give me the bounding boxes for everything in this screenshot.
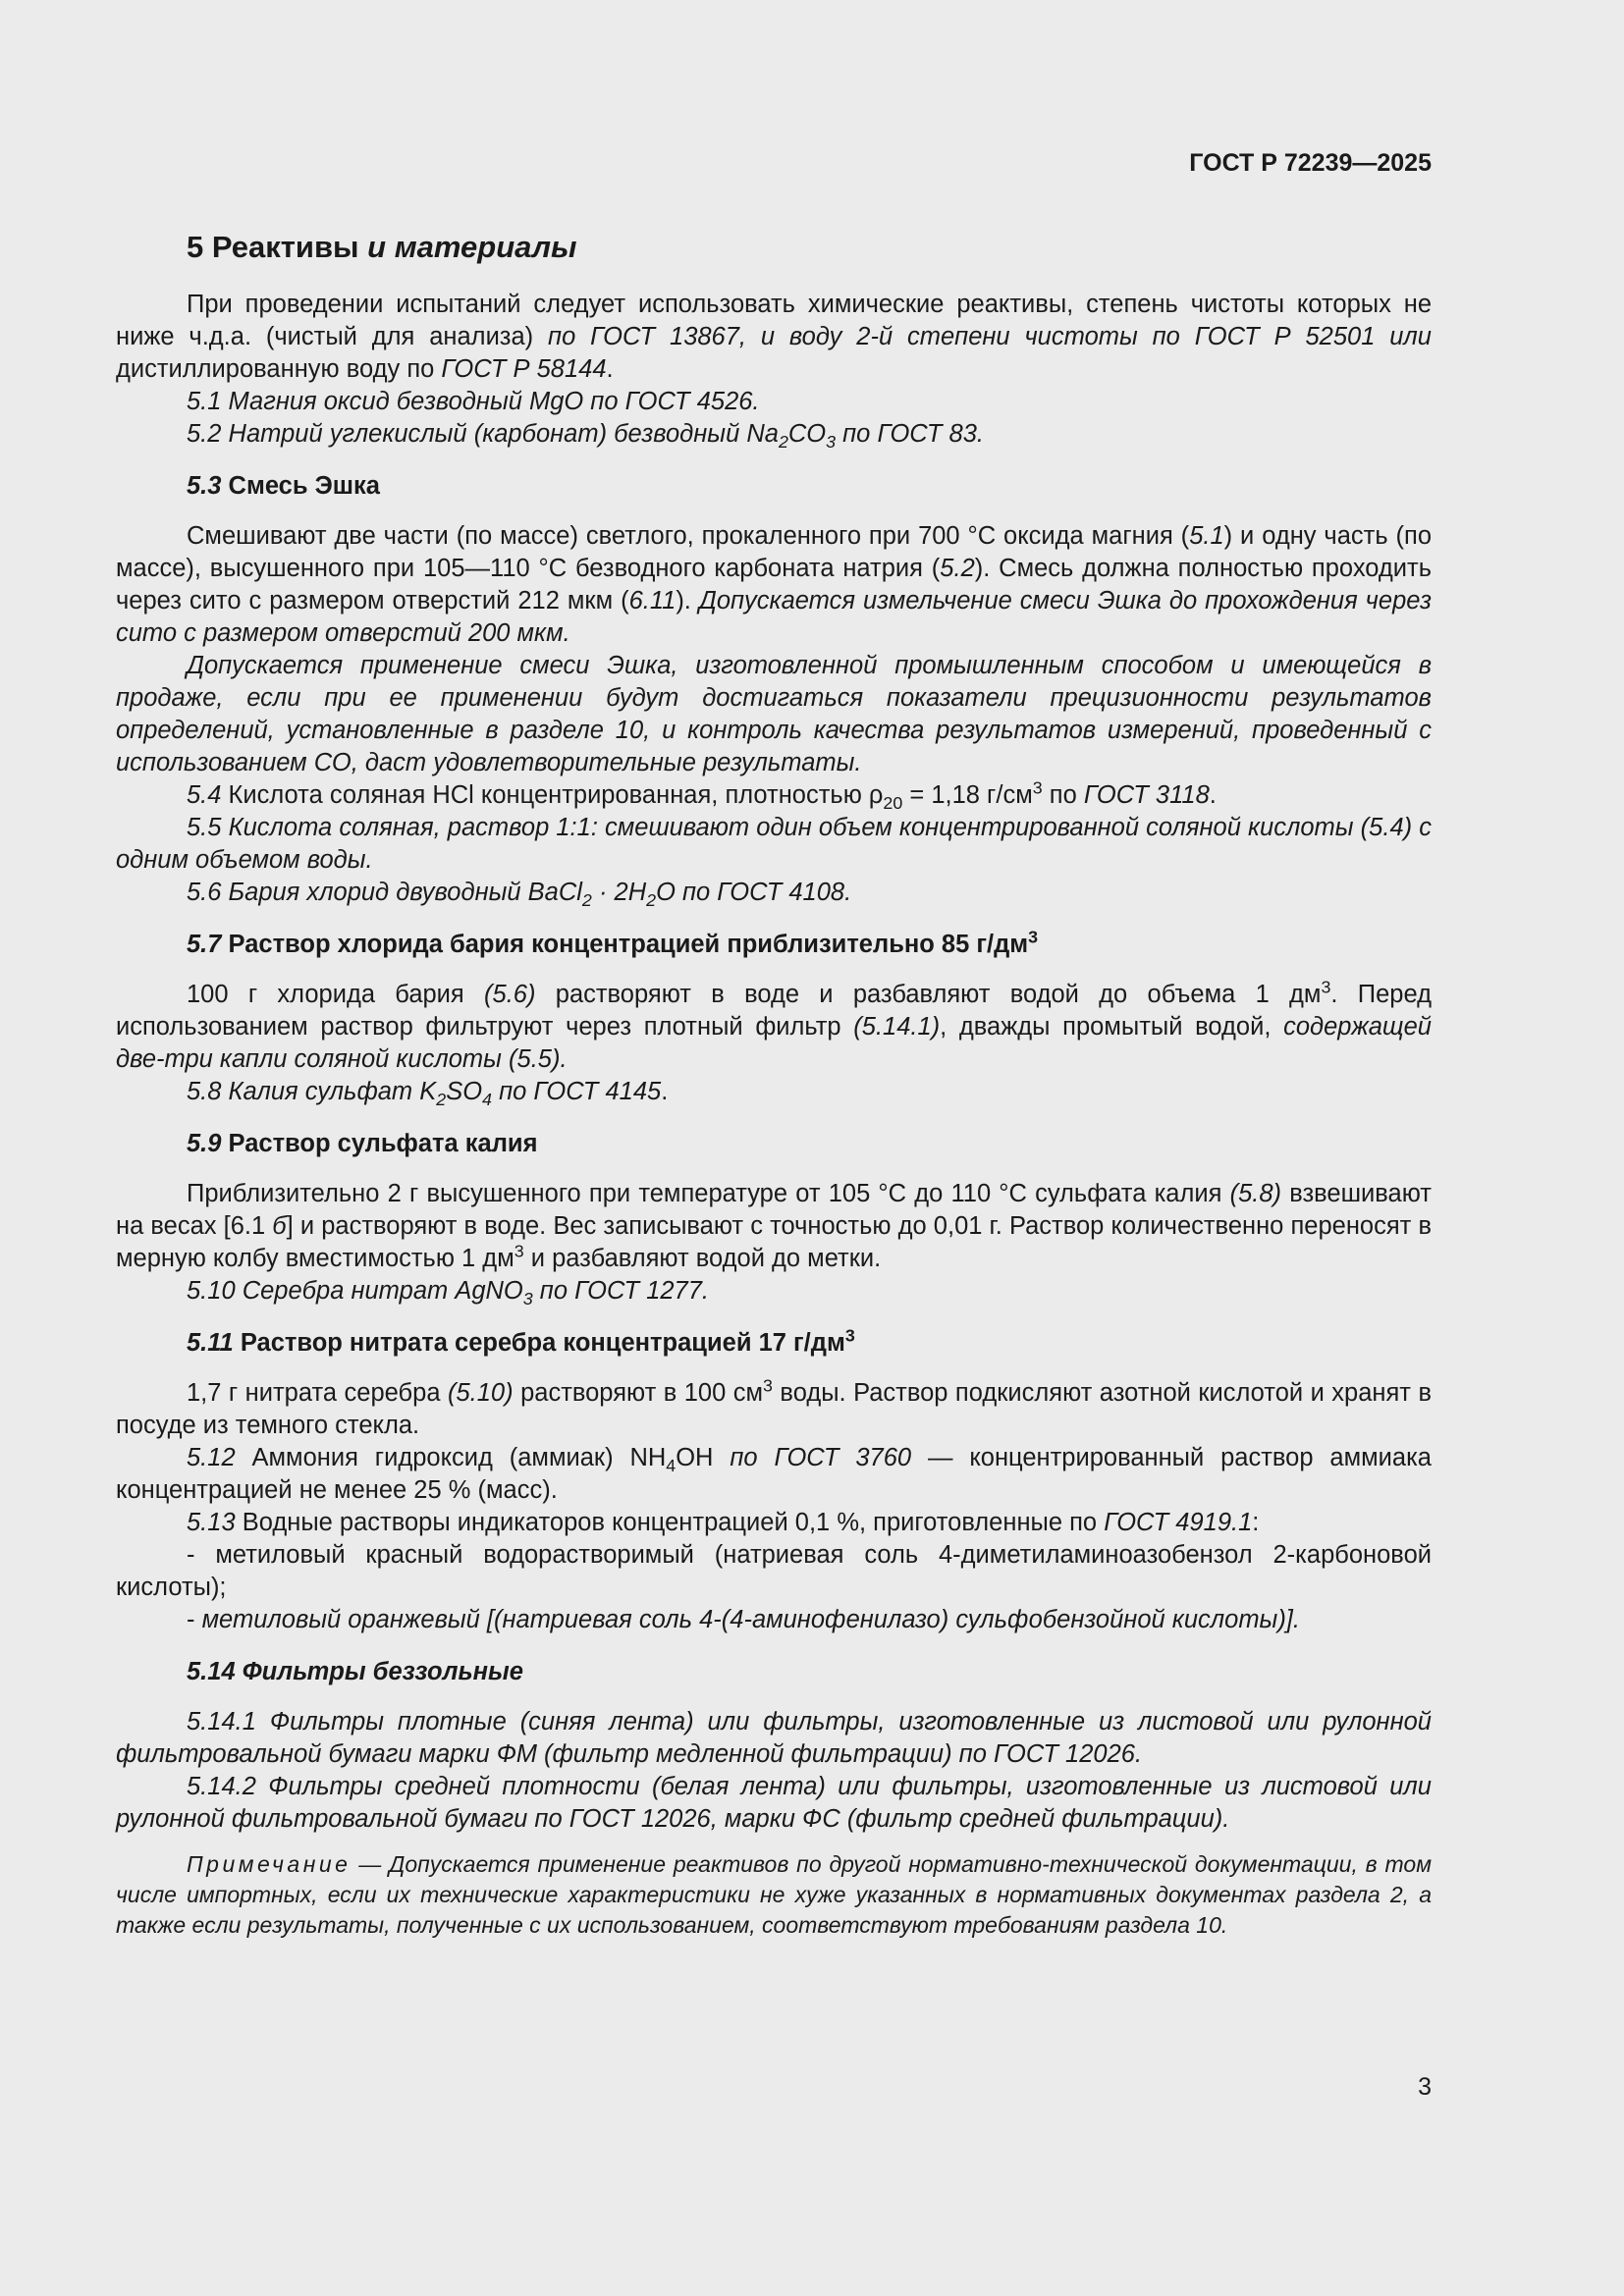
note-label: Примечание (187, 1851, 352, 1877)
heading-5-9: 5.9 Раствор сульфата калия (187, 1130, 538, 1157)
heading-5-3: 5.3 Смесь Эшка (187, 472, 380, 500)
list-item-methyl-red: - метиловый красный водорастворимый (натриевая соль 4-диметиламиноазобензол 2-карбоновой кислоты); (116, 1541, 1432, 1601)
item-5-4: 5.4 Кислота соляная HCl концентрированная, плотностью $\rho_{20} = 1,18$ $г/см^3$ по ГОСТ 3118. (187, 777, 1217, 814)
paragraph-5-3: Смешивают две части (по массе) светлого, прокаленного при 700 °С оксида магния (5.1) и одну часть (по массе), высушенного при 105—110 °С безводного карбоната натрия (5.2). Смесь должна полностью проходить через сито с размером отверстий 212 мкм (6.11). Допускается измельчение смеси Эшка до прохождения через сито с размером отверстий 200 мкм. (116, 522, 1433, 647)
item-5-6: 5.6 Бария хлорид двуводный BaCl$_2$ · $2H_2O$ по ГОСТ 4108. (187, 879, 852, 911)
item-5-8: 5.8 Калия сульфат $K_2SO_4$ по ГОСТ 4145. (187, 1078, 669, 1110)
page-number: 3 (1418, 2073, 1432, 2101)
paragraph-5-7: 100 г хлорида бария (5.6) растворяют в воде и разбавляют водой до объема 1 $дм^3$. Перед использованием раствор фильтруют через плотный фильтр (5.14.1), дважды промытый водой, содержащей две-три капли соляной кислоты (5.5). (116, 977, 1432, 1073)
item-5-10: 5.10 Серебра нитрат AgNO$_3$ по ГОСТ 1277. (187, 1277, 710, 1309)
item-5-14-2: 5.14.2 Фильтры средней плотности (белая лента) или фильтры, изготовленные из листовой или рулонной фильтровальной бумаги по ГОСТ 12026, марки ФС (фильтр средней фильтрации). (116, 1773, 1432, 1833)
intro-paragraph: При проведении испытаний следует использовать химические реактивы, степень чистоты которых не ниже ч.д.а. (чистый для анализа) по ГОСТ 13867, и воду 2-й степени чистоты по ГОСТ Р 52501 или дистиллированную воду по ГОСТ Р 58144. (116, 291, 1432, 383)
item-5-2: 5.2 Натрий углекислый (карбонат) безводный $Na_2CO_3$ по ГОСТ 83. (187, 420, 984, 453)
item-5-1: 5.1 Магния оксид безводный MgO по ГОСТ 4526. (187, 388, 760, 415)
item-5-5: 5.5 Кислота соляная, раствор 1:1: смешивают один объем концентрированной соляной кислоты (5.4) с одним объемом воды. (116, 814, 1432, 874)
document-body (116, 147, 1432, 1941)
item-5-14-1: 5.14.1 Фильтры плотные (синяя лента) или фильтры, изготовленные из листовой или рулонной фильтровальной бумаги марки ФМ (фильтр медленной фильтрации) по ГОСТ 12026. (116, 1708, 1432, 1768)
section-title: 5 Реактивы и материалы (187, 230, 577, 264)
document-code: ГОСТ Р 72239—2025 (1189, 149, 1432, 177)
list-item-methyl-orange: - метиловый оранжевый [(натриевая соль 4-(4-аминофенилазо) сульфобензойной кислоты)]. (187, 1606, 1300, 1633)
item-5-12: 5.12 Аммония гидроксид (аммиак) $NH_4OH$ по ГОСТ 3760 — концентрированный раствор аммиака концентрацией не менее 25 % (масс). (116, 1444, 1432, 1504)
item-5-13: 5.13 Водные растворы индикаторов концентрацией 0,1 %, приготовленные по ГОСТ 4919.1: (187, 1509, 1260, 1536)
paragraph-5-11: 1,7 г нитрата серебра (5.10) растворяют в 100 $см^3$ воды. Раствор подкисляют азотной кислотой и хранят в посуде из темного стекла. (116, 1375, 1432, 1439)
note: Примечание — Допускается применение реактивов по другой нормативно-технической документации, в том числе импортных, если их технические характеристики не хуже указанных в нормативных документах раздела 2, а также если результаты, полученные с их использованием, соответствуют требованиям раздела 10. (116, 1851, 1432, 1938)
heading-5-7: 5.7 Раствор хлорида бария концентрацией приблизительно 85 $г/дм^3$ (187, 927, 1039, 958)
paragraph-5-3-ready-mix: Допускается применение смеси Эшка, изготовленной промышленным способом и имеющейся в продаже, если при ее применении будут достигаться показатели прецизионности результатов определений, установленные в разделе 10, и контроль качества результатов измерений, проведенный с использованием СО, даст удовлетворительные результаты. (116, 652, 1432, 776)
paragraph-5-9: Приблизительно 2 г высушенного при температуре от 105 °С до 110 °С сульфата калия (5.8) взвешивают на весах [6.1 б] и растворяют в воде. Вес записывают с точностью до 0,01 г. Раствор количественно переносят в мерную колбу вместимостью 1 $дм^3$ и разбавляют водой до метки. (116, 1180, 1432, 1272)
heading-5-14: 5.14 Фильтры беззольные (187, 1658, 523, 1685)
heading-5-11: 5.11 Раствор нитрата серебра концентрацией 17 $г/дм^3$ (187, 1325, 855, 1357)
